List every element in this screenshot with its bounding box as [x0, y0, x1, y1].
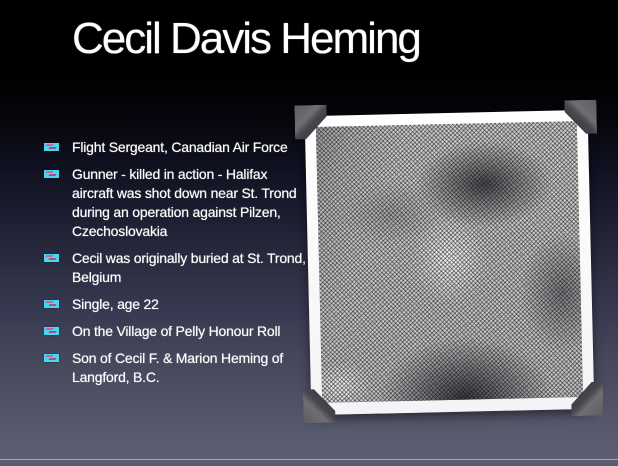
bullet-marker-icon [44, 143, 59, 151]
bullet-list [44, 138, 306, 395]
bullet-marker-icon [44, 170, 59, 178]
bullet-marker-icon [44, 354, 59, 362]
bullet-marker-icon [44, 327, 59, 335]
list-item [44, 165, 306, 241]
list-item [44, 138, 306, 157]
bullet-text: Gunner - killed in action - Halifax aircraft was shot down near St. Trond during an operation against Pilzen, Czechoslovakia [72, 166, 297, 239]
portrait-photo [316, 121, 583, 403]
slide-bottom-edge [0, 459, 618, 466]
list-item [44, 322, 306, 341]
photo-frame [305, 110, 595, 415]
bullet-text: Son of Cecil F. & Marion Heming of Langford, B.C. [72, 350, 284, 385]
slide-title: Cecil Davis Heming [72, 14, 420, 63]
list-item [44, 295, 306, 314]
bullet-text: Single, age 22 [72, 296, 159, 312]
bullet-text: On the Village of Pelly Honour Roll [72, 323, 281, 339]
photo-group [292, 99, 605, 428]
bullet-text: Cecil was originally buried at St. Trond, Belgium [72, 250, 306, 285]
list-item [44, 249, 306, 287]
bullet-text: Flight Sergeant, Canadian Air Force [72, 139, 288, 155]
bullet-marker-icon [44, 300, 59, 308]
bullet-marker-icon [44, 254, 59, 262]
list-item [44, 349, 306, 387]
